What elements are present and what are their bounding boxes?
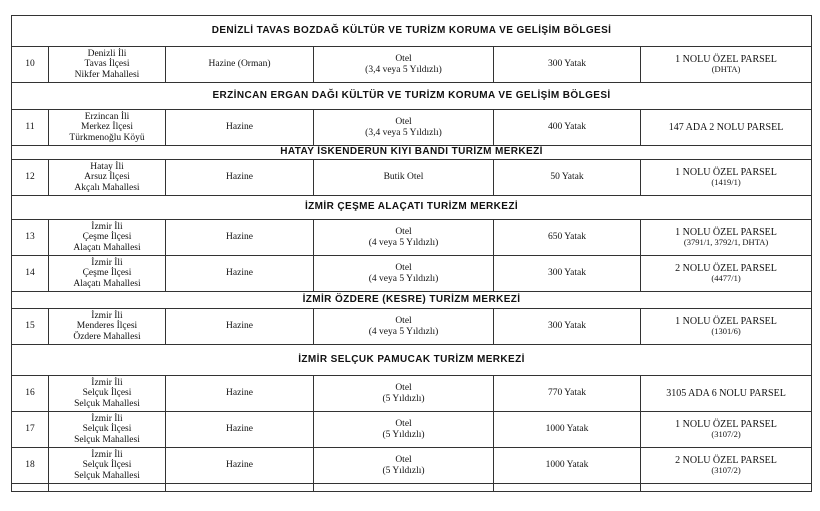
parcel-table bbox=[11, 15, 812, 492]
parcel-id: 1 NOLU ÖZEL PARSEL bbox=[675, 316, 777, 328]
capacity-cell: 1000 Yatak bbox=[494, 412, 641, 448]
empty-cell bbox=[314, 484, 494, 492]
usage-stars: (4 veya 5 Yıldızlı) bbox=[368, 273, 439, 284]
usage-type: Otel bbox=[395, 262, 412, 273]
usage-cell bbox=[314, 47, 494, 83]
neighborhood: Selçuk Mahallesi bbox=[74, 434, 140, 445]
parcel-id: 147 ADA 2 NOLU PARSEL bbox=[668, 122, 784, 133]
capacity-cell: 770 Yatak bbox=[494, 376, 641, 412]
row-number: 15 bbox=[12, 309, 49, 345]
section-heading: İZMİR ÇEŞME ALAÇATI TURİZM MERKEZİ bbox=[12, 196, 812, 220]
province: İzmir İli bbox=[91, 449, 123, 460]
table-row bbox=[12, 376, 812, 412]
usage-type: Otel bbox=[395, 454, 412, 465]
parcel-id: 2 NOLU ÖZEL PARSEL bbox=[675, 263, 777, 275]
parcel-cell bbox=[641, 256, 812, 292]
province: Denizli İli bbox=[87, 48, 127, 59]
section-heading-row bbox=[12, 16, 812, 47]
row-number: 12 bbox=[12, 160, 49, 196]
usage-type: Otel bbox=[395, 418, 412, 429]
province: İzmir İli bbox=[91, 257, 123, 268]
table-row bbox=[12, 448, 812, 484]
ownership-cell: Hazine bbox=[166, 376, 314, 412]
usage-type: Butik Otel bbox=[383, 172, 424, 182]
location-cell bbox=[49, 376, 166, 412]
section-heading-row bbox=[12, 83, 812, 110]
parcel-ref: (1419/1) bbox=[711, 177, 741, 188]
usage-cell bbox=[314, 309, 494, 345]
usage-cell bbox=[314, 376, 494, 412]
section-heading-row bbox=[12, 146, 812, 160]
location-cell bbox=[49, 160, 166, 196]
province: Hatay İli bbox=[90, 161, 124, 172]
parcel-ref: (3791/1, 3792/1, DHTA) bbox=[683, 237, 769, 248]
usage-cell bbox=[314, 160, 494, 196]
parcel-cell bbox=[641, 376, 812, 412]
capacity-cell: 300 Yatak bbox=[494, 309, 641, 345]
section-heading-row bbox=[12, 292, 812, 309]
location-cell bbox=[49, 47, 166, 83]
usage-type: Otel bbox=[395, 315, 412, 326]
neighborhood: Akçalı Mahallesi bbox=[74, 182, 140, 193]
usage-stars: (5 Yıldızlı) bbox=[382, 465, 425, 476]
district: Çeşme İlçesi bbox=[82, 232, 132, 243]
capacity-cell: 650 Yatak bbox=[494, 220, 641, 256]
parcel-cell bbox=[641, 220, 812, 256]
capacity-cell: 300 Yatak bbox=[494, 47, 641, 83]
usage-stars: (5 Yıldızlı) bbox=[382, 393, 425, 404]
parcel-cell bbox=[641, 160, 812, 196]
section-heading: İZMİR SELÇUK PAMUCAK TURİZM MERKEZİ bbox=[12, 345, 812, 376]
section-heading: İZMİR ÖZDERE (KESRE) TURİZM MERKEZİ bbox=[12, 292, 812, 309]
row-number: 13 bbox=[12, 220, 49, 256]
parcel-ref: (3107/2) bbox=[711, 429, 741, 440]
table-row bbox=[12, 256, 812, 292]
section-heading: HATAY İSKENDERUN KIYI BANDI TURİZM MERKEZİ bbox=[12, 146, 812, 160]
parcel-id: 1 NOLU ÖZEL PARSEL bbox=[675, 419, 777, 431]
usage-cell bbox=[314, 448, 494, 484]
parcel-id: 3105 ADA 6 NOLU PARSEL bbox=[666, 388, 786, 399]
district: Merkez İlçesi bbox=[81, 122, 133, 133]
neighborhood: Nikfer Mahallesi bbox=[74, 69, 140, 80]
table-row-partial bbox=[12, 484, 812, 492]
location-cell bbox=[49, 448, 166, 484]
usage-type: Otel bbox=[395, 226, 412, 237]
empty-cell bbox=[166, 484, 314, 492]
usage-stars: (4 veya 5 Yıldızlı) bbox=[368, 237, 439, 248]
ownership-cell: Hazine bbox=[166, 448, 314, 484]
usage-type: Otel bbox=[395, 116, 412, 127]
ownership-cell: Hazine (Orman) bbox=[166, 47, 314, 83]
empty-cell bbox=[494, 484, 641, 492]
ownership-cell: Hazine bbox=[166, 220, 314, 256]
usage-type: Otel bbox=[395, 53, 412, 64]
ownership-cell: Hazine bbox=[166, 412, 314, 448]
province: İzmir İli bbox=[91, 221, 123, 232]
neighborhood: Alaçatı Mahallesi bbox=[73, 278, 141, 289]
parcel-ref: (3107/2) bbox=[711, 465, 741, 476]
row-number: 17 bbox=[12, 412, 49, 448]
neighborhood: Özdere Mahallesi bbox=[73, 331, 141, 342]
district: Selçuk İlçesi bbox=[82, 460, 132, 471]
section-heading-row bbox=[12, 196, 812, 220]
parcel-cell bbox=[641, 110, 812, 146]
location-cell bbox=[49, 256, 166, 292]
table-row bbox=[12, 412, 812, 448]
parcel-id: 1 NOLU ÖZEL PARSEL bbox=[675, 54, 777, 66]
ownership-cell: Hazine bbox=[166, 110, 314, 146]
parcel-id: 1 NOLU ÖZEL PARSEL bbox=[675, 227, 777, 239]
parcel-cell bbox=[641, 412, 812, 448]
usage-cell bbox=[314, 220, 494, 256]
parcel-ref: (DHTA) bbox=[711, 64, 741, 75]
district: Selçuk İlçesi bbox=[82, 388, 132, 399]
usage-cell bbox=[314, 256, 494, 292]
row-number: 14 bbox=[12, 256, 49, 292]
section-heading: ERZİNCAN ERGAN DAĞI KÜLTÜR VE TURİZM KORUMA VE GELİŞİM BÖLGESİ bbox=[12, 83, 812, 110]
district: Arsuz İlçesi bbox=[84, 172, 130, 183]
usage-stars: (3,4 veya 5 Yıldızlı) bbox=[365, 127, 442, 138]
table-row bbox=[12, 220, 812, 256]
table-row bbox=[12, 47, 812, 83]
district: Tavas İlçesi bbox=[84, 59, 130, 70]
capacity-cell: 300 Yatak bbox=[494, 256, 641, 292]
district: Menderes İlçesi bbox=[76, 321, 138, 332]
capacity-cell: 50 Yatak bbox=[494, 160, 641, 196]
district: Çeşme İlçesi bbox=[82, 268, 132, 279]
ownership-cell: Hazine bbox=[166, 160, 314, 196]
district: Selçuk İlçesi bbox=[82, 424, 132, 435]
section-heading-row bbox=[12, 345, 812, 376]
ownership-cell: Hazine bbox=[166, 309, 314, 345]
neighborhood: Alaçatı Mahallesi bbox=[73, 242, 141, 253]
empty-cell bbox=[49, 484, 166, 492]
province: Erzincan İli bbox=[84, 111, 130, 122]
ownership-cell: Hazine bbox=[166, 256, 314, 292]
capacity-cell: 400 Yatak bbox=[494, 110, 641, 146]
parcel-cell bbox=[641, 309, 812, 345]
row-number: 11 bbox=[12, 110, 49, 146]
table-row bbox=[12, 110, 812, 146]
province: İzmir İli bbox=[91, 310, 123, 321]
location-cell bbox=[49, 220, 166, 256]
parcel-ref: (1301/6) bbox=[711, 326, 741, 337]
row-number: 16 bbox=[12, 376, 49, 412]
neighborhood: Selçuk Mahallesi bbox=[74, 470, 140, 481]
section-heading: DENİZLİ TAVAS BOZDAĞ KÜLTÜR VE TURİZM KORUMA VE GELİŞİM BÖLGESİ bbox=[12, 16, 812, 47]
neighborhood: Selçuk Mahallesi bbox=[74, 398, 140, 409]
empty-cell bbox=[12, 484, 49, 492]
usage-stars: (3,4 veya 5 Yıldızlı) bbox=[365, 64, 442, 75]
row-number: 10 bbox=[12, 47, 49, 83]
parcel-ref: (4477/1) bbox=[711, 273, 741, 284]
parcel-id: 2 NOLU ÖZEL PARSEL bbox=[675, 455, 777, 467]
capacity-cell: 1000 Yatak bbox=[494, 448, 641, 484]
row-number: 18 bbox=[12, 448, 49, 484]
usage-stars: (4 veya 5 Yıldızlı) bbox=[368, 326, 439, 337]
empty-cell bbox=[641, 484, 812, 492]
usage-cell bbox=[314, 110, 494, 146]
province: İzmir İli bbox=[91, 377, 123, 388]
table-row bbox=[12, 309, 812, 345]
usage-type: Otel bbox=[395, 382, 412, 393]
parcel-cell bbox=[641, 448, 812, 484]
location-cell bbox=[49, 309, 166, 345]
province: İzmir İli bbox=[91, 413, 123, 424]
neighborhood: Türkmenoğlu Köyü bbox=[69, 132, 145, 143]
table-row bbox=[12, 160, 812, 196]
parcel-cell bbox=[641, 47, 812, 83]
location-cell bbox=[49, 110, 166, 146]
parcel-id: 1 NOLU ÖZEL PARSEL bbox=[675, 167, 777, 179]
usage-stars: (5 Yıldızlı) bbox=[382, 429, 425, 440]
location-cell bbox=[49, 412, 166, 448]
usage-cell bbox=[314, 412, 494, 448]
